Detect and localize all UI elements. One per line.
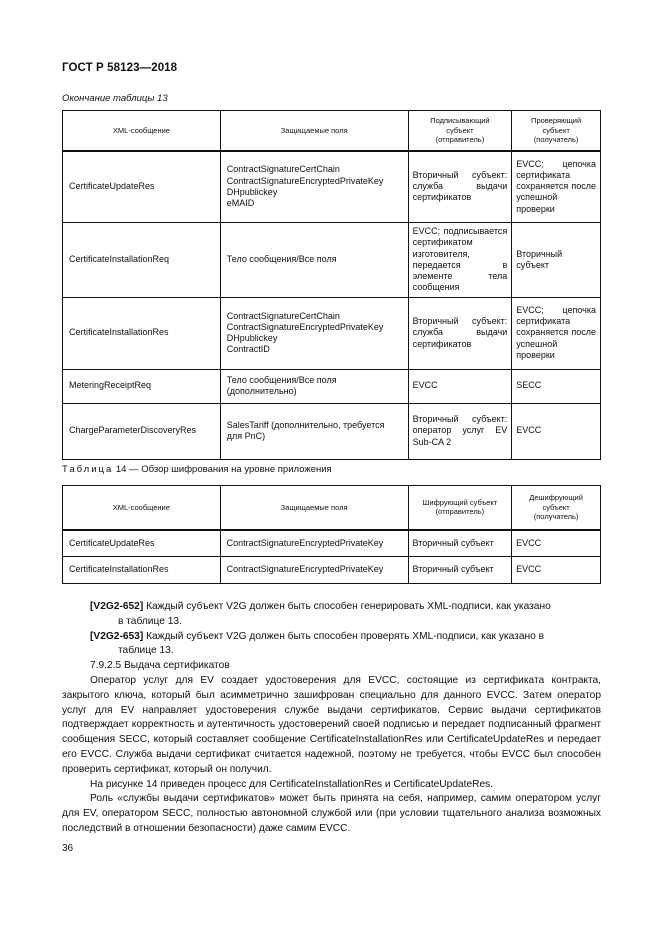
table-cell: ContractSignatureEncryptedPrivateKey [220, 557, 408, 584]
requirement-id: [V2G2-652] [90, 601, 144, 612]
table-row [63, 223, 601, 298]
table-cell: ContractSignatureCertChain ContractSignatureEncryptedPrivateKey DHpublickey ContractID [220, 297, 408, 369]
column-header: Защищаемые поля [220, 486, 408, 530]
body-text [62, 600, 601, 837]
page-number: 36 [62, 843, 74, 854]
section-heading: 7.9.2.5 Выдача сертификатов [90, 660, 230, 672]
column-header: Проверяющий субъект (получатель) [512, 111, 601, 151]
table-header-row [63, 486, 601, 530]
table-cell: CertificateUpdateRes [63, 151, 221, 223]
table-cell: EVCC [512, 530, 601, 557]
table13-caption: Окончание таблицы 13 [62, 93, 168, 104]
table14-caption-text: 14 — Обзор шифрования на уровне приложения [113, 464, 332, 475]
requirement-text: Каждый субъект V2G должен быть способен проверять XML-подписи, как указано в [143, 630, 545, 642]
table-cell: ContractSignatureEncryptedPrivateKey [220, 530, 408, 557]
table-cell: EVCC [408, 369, 512, 403]
table-cell: SalesTariff (дополнительно, требуется для PnC) [220, 403, 408, 459]
column-header: XML-сообщение [63, 111, 221, 151]
table-cell: CertificateInstallationRes [63, 557, 221, 584]
table-row [63, 151, 601, 223]
requirement-652 [62, 600, 601, 615]
column-header: Шифрующий субъект (отправитель) [408, 486, 512, 530]
table14-caption [62, 464, 332, 475]
table-cell: EVCC; подписывается сертификатом изготовителя, передается в элементе тела сообщения [408, 223, 512, 298]
paragraph: Оператор услуг для EV создает удостоверения для EVCC, состоящие из сертификата контракта, закрытого ключа, который был асимметрично зашифрован специально для данного EVCC. Затем оператор услуг для EV направляет удостоверения службе выдачи сертификатов. Сервис выдачи сертификатов подтверждает корректность и аутентичность удостоверений своей подписью и передает подписанный фрагмент сообщения SECC, который составляет сообщение CertificateInstallationRes или CertificateUpdateRes и передает его EVCC. Служба выдачи сертификат считается надежной, поэтому не требуется, чтобы EVCC был способен проверить сертификат, который он получил. [62, 674, 601, 775]
table-cell: Вторичный субъект: служба выдачи сертификатов [408, 297, 512, 369]
table-cell: EVCC [512, 403, 601, 459]
column-header: Дешифрующий субъект (получатель) [512, 486, 601, 530]
table-cell: EVCC; цепочка сертификата сохраняется после успешной проверки [512, 151, 601, 223]
column-header: XML-сообщение [63, 486, 221, 530]
table-cell: Вторичный субъект [408, 530, 512, 557]
paragraph: На рисунке 14 приведен процесс для CertificateInstallationRes и CertificateUpdateRes. [90, 778, 494, 790]
table-cell: SECC [512, 369, 601, 403]
table-cell: Тело сообщения/Все поля (дополнительно) [220, 369, 408, 403]
table-row [63, 297, 601, 369]
paragraph: Роль «службы выдачи сертификатов» может быть принята на себя, например, самим оператором услуг для EV, оператором SECC, полностью автономной службой или (при условии тщательного анализа возможных последствий в отношении безопасности) даже самим EVCC. [62, 793, 601, 834]
table-row [63, 369, 601, 403]
requirement-id: [V2G2-653] [90, 630, 144, 642]
table-cell: Вторичный субъект [512, 223, 601, 298]
table-cell: Вторичный субъект [408, 557, 512, 584]
table-cell: CertificateUpdateRes [63, 530, 221, 557]
requirement-653 [62, 630, 601, 645]
table-cell: Тело сообщения/Все поля [220, 223, 408, 298]
column-header: Подписывающий субъект (отправитель) [408, 111, 512, 151]
table-cell: Вторичный субъект: служба выдачи сертификатов [408, 151, 512, 223]
table-cell: MeteringReceiptReq [63, 369, 221, 403]
table-cell: CertificateInstallationRes [63, 297, 221, 369]
table-cell: ContractSignatureCertChain ContractSignatureEncryptedPrivateKey DHpublickey eMAID [220, 151, 408, 223]
table14 [62, 485, 601, 584]
column-header: Защищаемые поля [220, 111, 408, 151]
table-row [63, 403, 601, 459]
table14-caption-label: Таблица [62, 464, 114, 475]
table-row [63, 530, 601, 557]
table-header-row [63, 111, 601, 151]
requirement-continuation: таблице 13. [118, 645, 174, 657]
table-cell: EVCC [512, 557, 601, 584]
table-cell: CertificateInstallationReq [63, 223, 221, 298]
requirement-text: Каждый субъект V2G должен быть способен генерировать XML-подписи, как указано [143, 601, 551, 612]
table-cell: EVCC; цепочка сертификата сохраняется после успешной проверки [512, 297, 601, 369]
table-cell: ChargeParameterDiscoveryRes [63, 403, 221, 459]
requirement-continuation: в таблице 13. [118, 615, 182, 627]
table-row [63, 557, 601, 584]
table13 [62, 110, 601, 460]
table-cell: Вторичный субъект: оператор услуг EV Sub-CA 2 [408, 403, 512, 459]
document-header: ГОСТ Р 58123—2018 [62, 62, 178, 74]
